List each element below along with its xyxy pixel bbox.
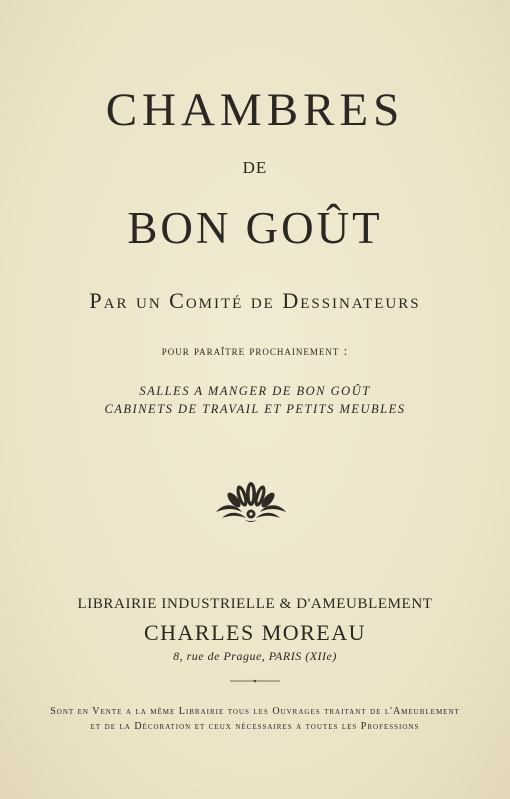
title-bon-gout: BON GOÛT — [127, 203, 383, 253]
footer-line: et de la Décoration et ceux nécessaires a toutes les Professions — [90, 721, 420, 732]
publisher-owner: CHARLES MOREAU — [143, 620, 367, 645]
forthcoming-item: SALLES A MANGER DE BON GOÛT — [139, 384, 371, 398]
publisher-name: LIBRAIRIE INDUSTRIELLE & D'AMEUBLEMENT — [77, 596, 433, 612]
divider-rule — [0, 677, 510, 685]
title-chambres: CHAMBRES — [105, 84, 405, 136]
publisher-address: 8, rue de Prague, PARIS (XIIe) — [173, 649, 337, 663]
footer-line: Sont en Vente a la même Librairie tous les Ouvrages traitant de l'Ameublement — [50, 706, 460, 717]
forthcoming-heading: pour paraître prochainement : — [161, 343, 349, 358]
fleuron-icon — [212, 478, 290, 524]
forthcoming-item: CABINETS DE TRAVAIL ET PETITS MEUBLES — [104, 402, 406, 416]
authors-line: Par un Comité de Dessinateurs — [89, 288, 421, 313]
title-de: DE — [242, 158, 268, 177]
